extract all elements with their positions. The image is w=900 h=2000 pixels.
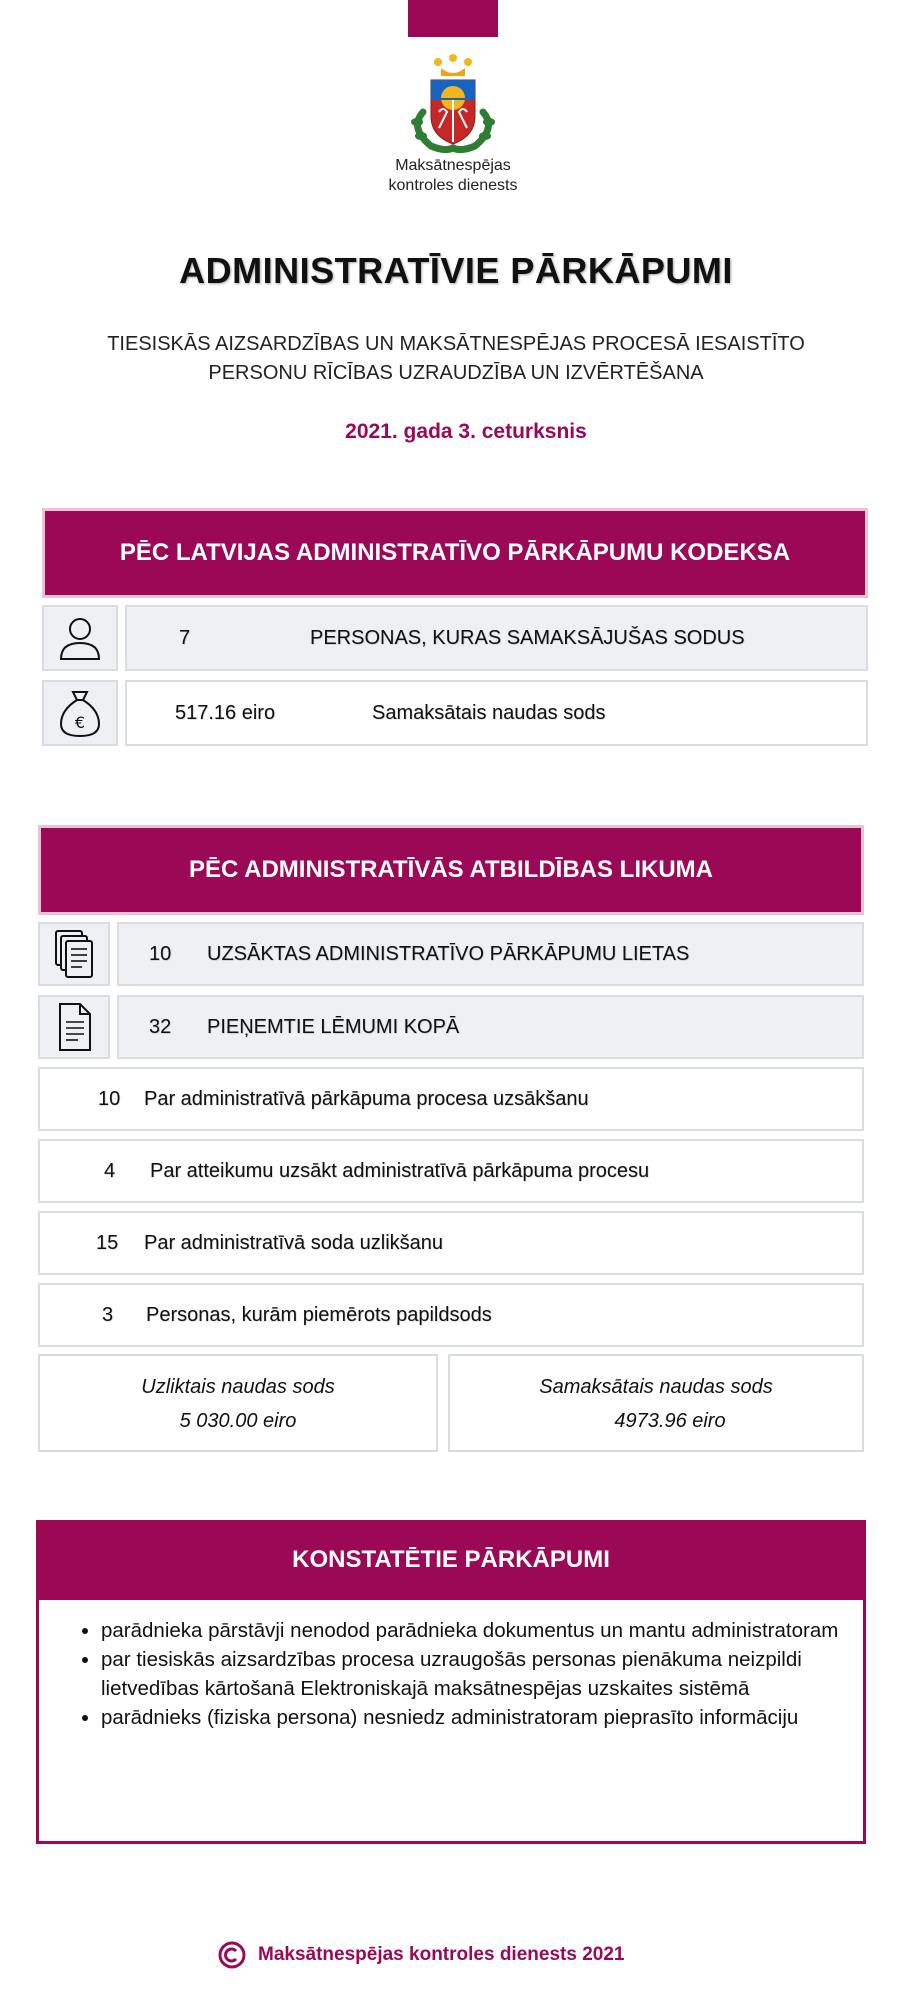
documents-stack-icon-box: [38, 922, 110, 986]
subtitle-line1: TIESISKĀS AIZSARDZĪBAS UN MAKSĀTNESPĒJAS PROCESĀ IESAISTĪTO: [107, 333, 805, 355]
violations-box: [36, 1600, 866, 1844]
organization-name-line2: kontroles dienests: [388, 177, 518, 194]
paid-fine-label: Samaksātais naudas sods: [539, 1376, 773, 1398]
row-value: 7: [179, 627, 191, 649]
row-value: 10: [98, 1088, 121, 1110]
row-label: Samaksātais naudas sods: [372, 702, 606, 724]
list-item: • parādnieka pārstāvji nenodod parādnieka dokumentus un mantu administratoram: [101, 1616, 843, 1645]
reporting-period: 2021. gada 3. ceturksnis: [345, 420, 587, 443]
section2-row-process-refused: [38, 1139, 864, 1203]
section2-heading: PĒC ADMINISTRATĪVĀS ATBILDĪBAS LIKUMA: [38, 825, 864, 915]
document-icon-box: [38, 995, 110, 1059]
organization-name-line1: Maksātnespējas: [395, 157, 511, 174]
row-label: Par atteikumu uzsākt administratīvā pārkāpuma procesu: [150, 1160, 650, 1182]
footer: [218, 1940, 624, 1970]
paid-fine-box: [448, 1354, 864, 1452]
violations-list: [39, 1600, 863, 1732]
row-value: 517.16 eiro: [175, 702, 276, 724]
row-value: 15: [96, 1232, 119, 1254]
section2-row-cases-started: [117, 922, 864, 986]
paid-fine-value: 4973.96 eiro: [614, 1410, 726, 1432]
row-value: 4: [104, 1160, 116, 1182]
section2-row-process-started: [38, 1067, 864, 1131]
section2-row-decisions-total: [117, 995, 864, 1059]
footer-text: Maksātnespējas kontroles dienests 2021: [258, 1944, 625, 1965]
coat-of-arms-logo: [405, 54, 501, 154]
row-label: PIEŅEMTIE LĒMUMI KOPĀ: [207, 1016, 460, 1038]
row-label: Par administratīvā soda uzlikšanu: [144, 1232, 444, 1254]
subtitle-line2: PERSONU RĪCĪBAS UZRAUDZĪBA UN IZVĒRTĒŠANA: [208, 362, 704, 384]
list-item: • parādnieks (fiziska persona) nesniedz administratoram pieprasīto informāciju: [101, 1703, 843, 1732]
money-bag-icon-box: [42, 680, 118, 746]
documents-stack-icon: [52, 929, 96, 979]
row-label: PERSONAS, KURAS SAMAKSĀJUŠAS SODUS: [310, 627, 745, 649]
row-label: UZSĀKTAS ADMINISTRATĪVO PĀRKĀPUMU LIETAS: [207, 943, 690, 965]
section1-heading: PĒC LATVIJAS ADMINISTRATĪVO PĀRKĀPUMU KODEKSA: [42, 508, 868, 598]
row-label: Par administratīvā pārkāpuma procesa uzsākšanu: [144, 1088, 589, 1110]
section2-row-additional-penalty: [38, 1283, 864, 1347]
imposed-fine-box: [38, 1354, 438, 1452]
svg-text:€: €: [74, 713, 86, 732]
row-value: 10: [149, 943, 172, 965]
row-value: 32: [149, 1016, 172, 1038]
section2-row-penalty-imposed: [38, 1211, 864, 1275]
section1-row-paid-fine: [125, 680, 868, 746]
list-item: • par tiesiskās aizsardzības procesa uzraugošās personas pienākuma neizpildi lietvedības kārtošanā Elektroniskajā maksātnespējas uzskaites sistēmā: [101, 1645, 843, 1703]
money-bag-icon: [57, 688, 103, 738]
section1-row-persons: [125, 605, 868, 671]
row-value: 3: [102, 1304, 114, 1326]
page-title: ADMINISTRATĪVIE PĀRKĀPUMI: [179, 250, 733, 291]
section3-heading: KONSTATĒTIE PĀRKĀPUMI: [36, 1520, 866, 1600]
page-subtitle: [90, 330, 822, 388]
top-accent-bar: [408, 0, 498, 37]
document-icon: [54, 1002, 94, 1052]
imposed-fine-label: Uzliktais naudas sods: [141, 1376, 335, 1398]
imposed-fine-value: 5 030.00 eiro: [179, 1410, 297, 1432]
row-label: Personas, kurām piemērots papildsods: [146, 1304, 492, 1326]
copyright-icon: [218, 1941, 246, 1969]
person-icon: [57, 615, 103, 661]
organization-name: [350, 156, 556, 196]
person-icon-box: [42, 605, 118, 671]
